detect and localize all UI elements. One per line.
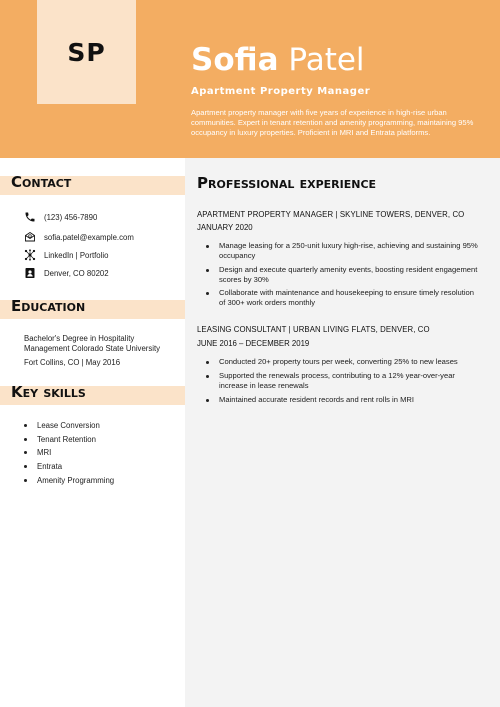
job-title: APARTMENT PROPERTY MANAGER | SKYLINE TOWERS, DENVER, CO [197,210,465,219]
bullet-dot [24,438,27,441]
job-date: JANUARY 2020 [197,223,253,232]
contact-phone-row [24,210,97,224]
job-bullet [206,371,478,391]
phone-icon [24,211,36,223]
location: Denver, CO 80202 [44,268,109,278]
skill-label: Tenant Retention [37,435,96,444]
bullet-text: Supported the renewals process, contributing to a 12% year-over-year increase in lease renewals [219,371,455,390]
bullet-dot [24,465,27,468]
job-bullet [206,395,478,405]
skill-label: Lease Conversion [37,421,100,430]
bullet-dot [206,361,209,364]
skills-section-header [0,383,185,405]
contact-email-row [24,230,134,244]
candidate-name [191,42,365,78]
job-bullet [206,288,478,308]
bullet-dot [24,424,27,427]
skill-item [24,435,96,444]
job-title: LEASING CONSULTANT | URBAN LIVING FLATS, DENVER, CO [197,325,430,334]
experience-heading: Professional experience [197,174,377,192]
monogram-initials: SP [67,38,106,67]
bullet-text: Collaborate with maintenance and housekeeping to ensure timely resolution of 300+ work orders monthly [219,288,474,307]
skill-label: Amenity Programming [37,476,115,485]
skill-item [24,476,114,485]
contact-heading: Contact [11,173,72,191]
phone-number[interactable]: (123) 456-7890 [44,212,98,222]
profile-links[interactable]: LinkedIn | Portfolio [44,250,109,260]
email-address[interactable]: sofia.patel@example.com [44,232,134,242]
envelope-icon [24,231,36,243]
bullet-dot [206,269,209,272]
bullet-dot [206,245,209,248]
bullet-text: Conducted 20+ property tours per week, converting 25% to new leases [219,357,458,366]
bullet-text: Design and execute quarterly amenity events, boosting resident engagement scores by 30% [219,265,478,284]
contact-location-row [24,266,109,280]
skill-label: Entrata [37,462,63,471]
first-name: Sofia [191,42,279,78]
bullet-dot [24,451,27,454]
skill-label: MRI [37,448,52,457]
bullet-dot [206,399,209,402]
skills-heading: Key skills [11,383,86,401]
summary: Apartment property manager with five years of experience in high-rise urban communities. Expert in tenant retention and amenity programming, maintaining 95% occupancy in luxury properties. Proficient in MRI and Entrata platforms. [191,108,474,137]
contact-links-row [24,248,108,262]
education-heading: Education [11,297,86,315]
job-bullet [206,357,478,367]
skill-item [24,462,62,471]
bullet-dot [24,479,27,482]
education-location-date: Fort Collins, CO | May 2016 [24,358,121,367]
bullet-text: Maintained accurate resident records and rent rolls in MRI [219,395,414,404]
education-degree: Bachelor's Degree in Hospitality Management Colorado State University [24,334,161,353]
job-bullet [206,241,478,261]
contact-section-header [0,173,185,195]
header-band [0,0,500,158]
job-bullet [206,265,478,285]
network-icon [24,249,36,261]
education-section-header [0,297,185,319]
bullet-dot [206,375,209,378]
bullet-text: Manage leasing for a 250-unit luxury high-rise, achieving and sustaining 95% occupancy [219,241,478,260]
skill-item [24,421,100,430]
skill-item [24,448,51,457]
job-date: JUNE 2016 – DECEMBER 2019 [197,339,310,348]
bullet-dot [206,292,209,295]
id-badge-icon [24,267,36,279]
monogram-box [37,0,136,104]
candidate-title: Apartment Property Manager [191,86,371,97]
last-name: Patel [288,42,365,78]
